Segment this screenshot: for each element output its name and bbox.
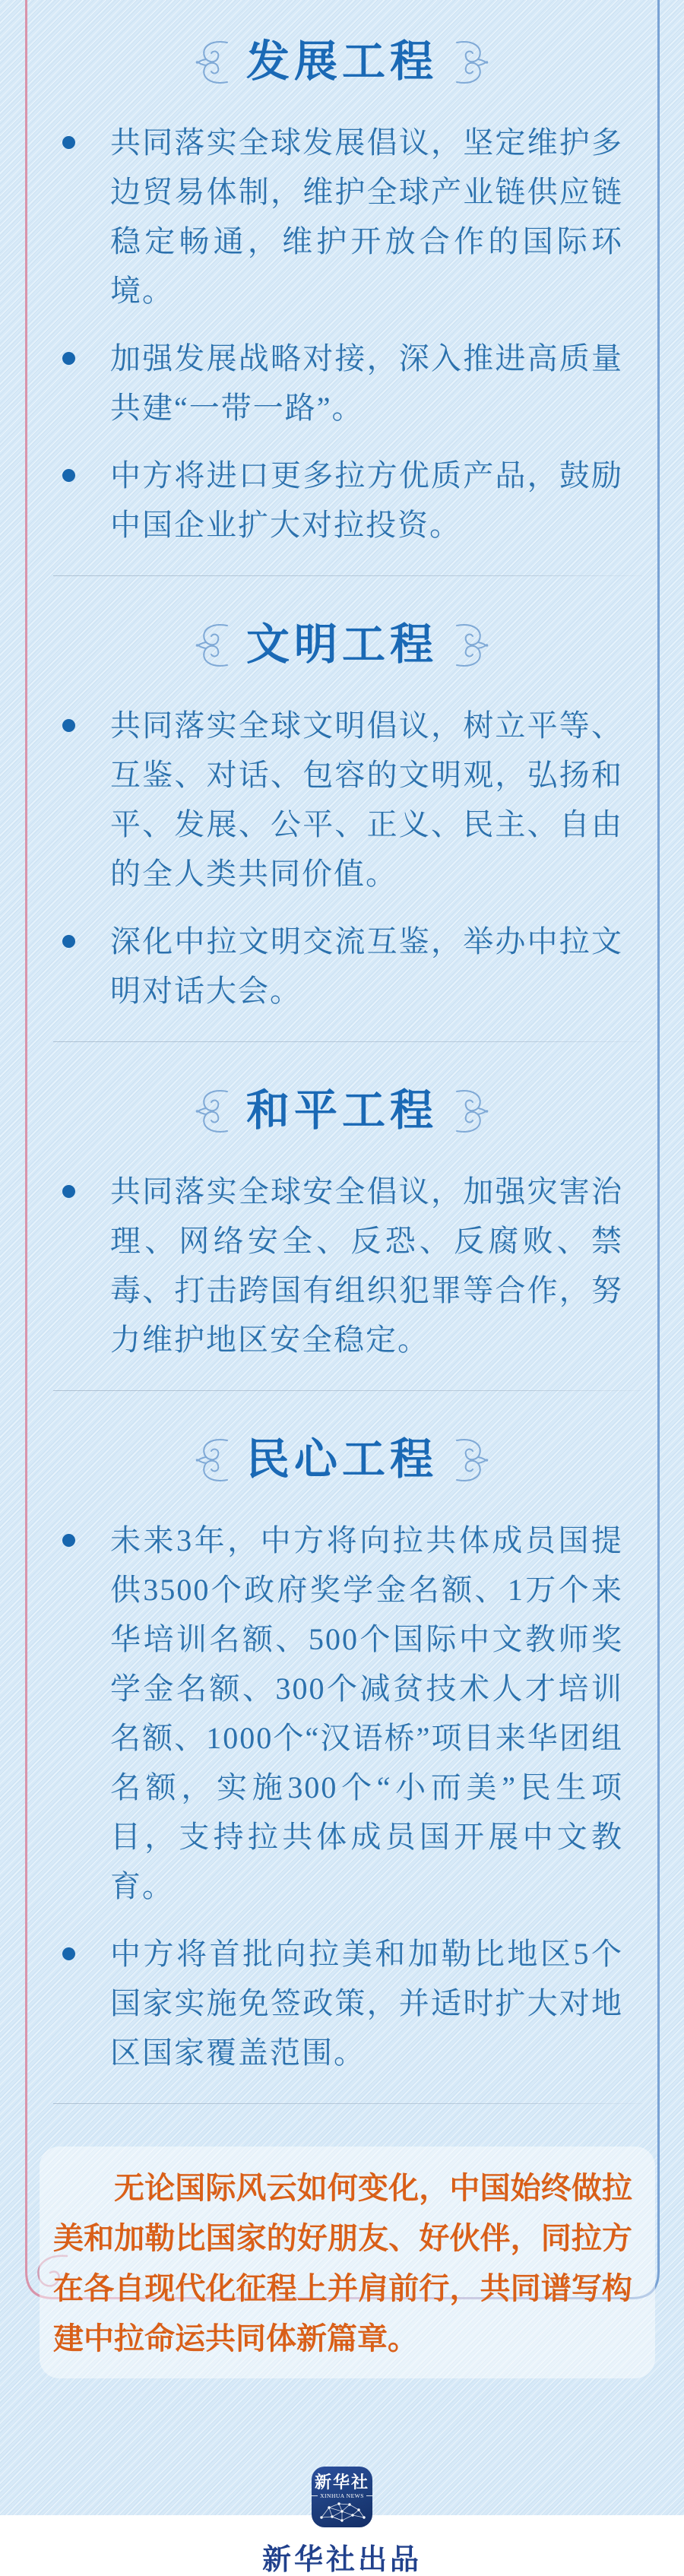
- credit-text: 新华社出品: [261, 2544, 422, 2576]
- list-item: [0, 451, 684, 550]
- logo-subtitle: XINHUA NEWS: [320, 2492, 364, 2499]
- network-globe-icon: [317, 2501, 367, 2524]
- bullet-dot-icon: [62, 1185, 75, 1198]
- subtitle-rule-left: [311, 2495, 318, 2496]
- bullet-text: 共同落实全球发展倡议，坚定维护多边贸易体制，维护全球产业链供应链稳定畅通，维护开放合作的国际环境。: [110, 125, 623, 308]
- flourish-left-icon: [195, 39, 230, 86]
- bullet-dot-icon: [62, 1947, 75, 1960]
- section-title: [0, 1085, 684, 1138]
- section-title: [0, 1434, 684, 1487]
- section-divider: [53, 2103, 642, 2104]
- section-title: [0, 619, 684, 672]
- bullet-text: 中方将进口更多拉方优质产品，鼓励中国企业扩大对拉投资。: [110, 458, 623, 542]
- flourish-left-icon: [195, 1088, 230, 1135]
- bullet-list: [0, 701, 684, 1016]
- bullet-dot-icon: [62, 1534, 75, 1547]
- list-item: [0, 1929, 684, 2077]
- bullet-dot-icon: [62, 719, 75, 732]
- closing-text: 无论国际风云如何变化，中国始终做拉美和加勒比国家的好朋友、好伙伴，同拉方在各自现代化征程上并肩前行，共同谱写构建中拉命运共同体新篇章。: [53, 2171, 632, 2356]
- list-item: [0, 701, 684, 898]
- list-item: [0, 1516, 684, 1911]
- bullet-dot-icon: [62, 935, 75, 948]
- bullet-dot-icon: [62, 352, 75, 365]
- bullet-list: [0, 118, 684, 550]
- bullet-text: 未来3年，中方将向拉共体成员国提供3500个政府奖学金名额、1万个来华培训名额、500个国际中文教师奖学金名额、300个减贫技术人才培训名额、1000个“汉语桥”项目来华团组名额，实施300个“小而美”民生项目，支持拉共体成员国开展中文教育。: [110, 1523, 623, 1903]
- bullet-list: [0, 1167, 684, 1364]
- section-title-text: 和平工程: [246, 1087, 438, 1135]
- section-peace: [0, 1085, 684, 1364]
- section-divider: [53, 1390, 642, 1391]
- closing-panel: [40, 2147, 655, 2378]
- flourish-left-icon: [195, 622, 230, 669]
- bullet-text: 加强发展战略对接，深入推进高质量共建“一带一路”。: [110, 341, 623, 425]
- logo-title: 新华社: [314, 2473, 369, 2492]
- logo-subtitle-row: [311, 2492, 373, 2499]
- section-development: [0, 36, 684, 550]
- flourish-right-icon: [454, 39, 489, 86]
- bullet-text: 共同落实全球安全倡议，加强灾害治理、网络安全、反恐、反腐败、禁毒、打击跨国有组织犯罪等合作，努力维护地区安全稳定。: [110, 1174, 623, 1357]
- xinhua-logo-icon: [312, 2467, 372, 2527]
- section-divider: [53, 1041, 642, 1042]
- flourish-right-icon: [454, 622, 489, 669]
- section-title-text: 发展工程: [246, 38, 438, 86]
- subtitle-rule-right: [366, 2495, 373, 2496]
- bullet-text: 共同落实全球文明倡议，树立平等、互鉴、对话、包容的文明观，弘扬和平、发展、公平、正义、民主、自由的全人类共同价值。: [110, 708, 623, 891]
- list-item: [0, 1167, 684, 1364]
- bullet-dot-icon: [62, 136, 75, 149]
- flourish-right-icon: [454, 1088, 489, 1135]
- section-title: [0, 36, 684, 89]
- section-title-text: 文明工程: [246, 621, 438, 669]
- flourish-right-icon: [454, 1437, 489, 1484]
- section-divider: [53, 575, 642, 576]
- bullet-list: [0, 1516, 684, 2077]
- section-title-text: 民心工程: [246, 1436, 438, 1484]
- bullet-text: 中方将首批向拉美和加勒比地区5个国家实施免签政策，并适时扩大对地区国家覆盖范围。: [110, 1937, 623, 2070]
- flourish-left-icon: [195, 1437, 230, 1484]
- bullet-dot-icon: [62, 469, 75, 482]
- list-item: [0, 334, 684, 433]
- list-item: [0, 118, 684, 315]
- list-item: [0, 917, 684, 1016]
- bullet-text: 深化中拉文明交流互鉴，举办中拉文明对话大会。: [110, 924, 623, 1008]
- section-hearts: [0, 1434, 684, 2077]
- section-civilization: [0, 619, 684, 1016]
- footer: [0, 2467, 684, 2576]
